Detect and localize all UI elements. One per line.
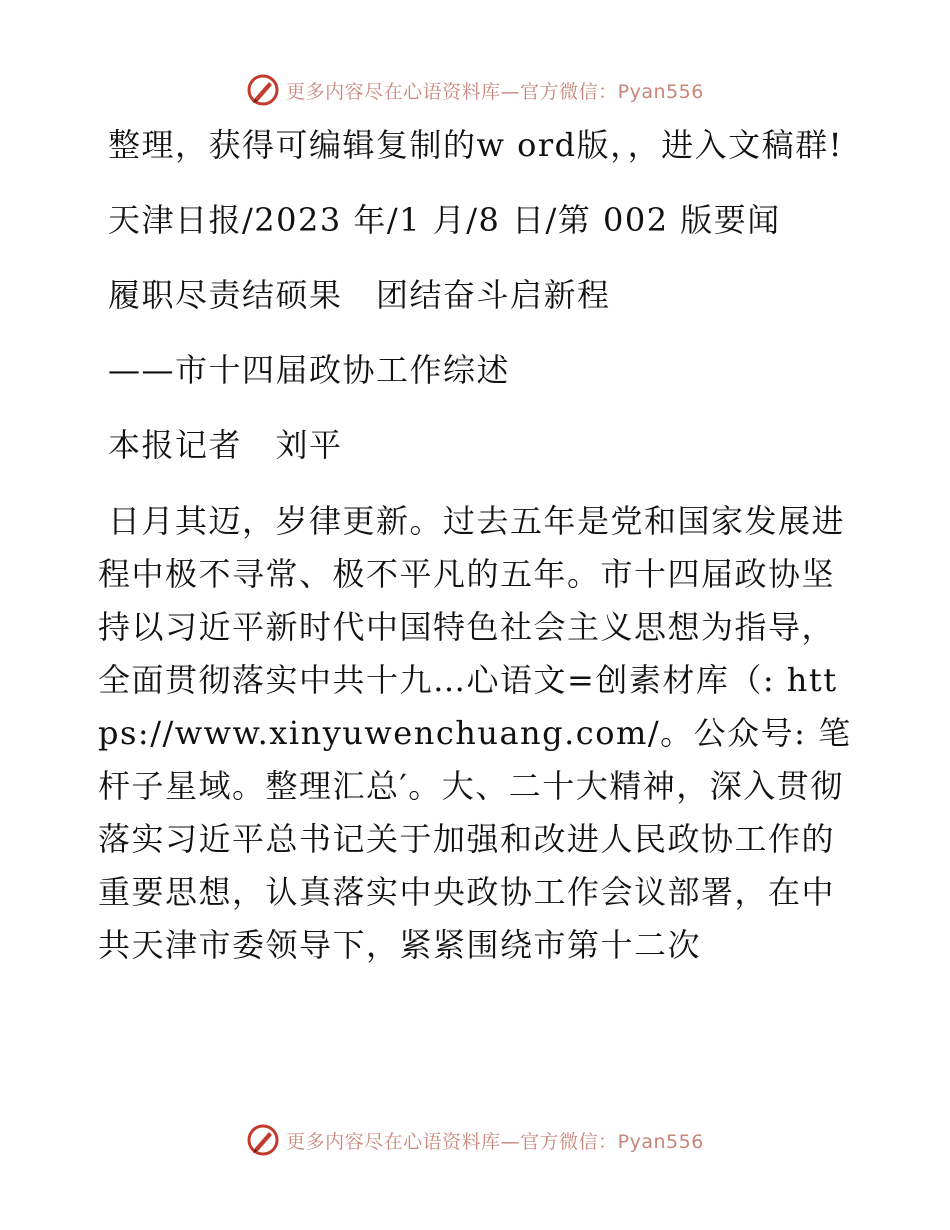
banner-text: 更多内容尽在心语资料库—官方微信：Pyan556: [286, 1130, 704, 1153]
document-body: [98, 120, 858, 997]
banner-text: 更多内容尽在心语资料库—官方微信：Pyan556: [286, 80, 704, 103]
source-line: 天津日报/2023 年/1 月/8 日/第 002 版要闻: [108, 201, 781, 239]
header-watermark-banner: [0, 70, 950, 110]
body-paragraph: 日月其迈，岁律更新。过去五年是党和国家发展进程中极不寻常、极不平凡的五年。市十四届政协坚持以习近平新时代中国特色社会主义思想为指导，全面贯彻落实中共十九…心语文=创素材库（: https://www.xinyuwenchuang.com/。公众号: 笔杆子星域。整理汇总′。大、二十大精神，深入贯彻落实习近平总书记关于加强和改进人民政协工作的重要思想，认真落实中央政协工作会议部署，在中共天津市委领导下，紧紧围绕市第十二次: [98, 502, 852, 964]
pen-logo-icon: [246, 1123, 280, 1157]
pen-logo-icon: [246, 73, 280, 107]
article-title: 履职尽责结硕果 团结奋斗启新程: [108, 276, 611, 314]
byline: 本报记者 刘平: [108, 426, 343, 464]
footer-watermark-banner: [0, 1120, 950, 1160]
article-subtitle: ——市十四届政协工作综述: [108, 351, 511, 389]
intro-note: 整理，获得可编辑复制的w ord版，，进入文稿群!: [108, 126, 843, 164]
